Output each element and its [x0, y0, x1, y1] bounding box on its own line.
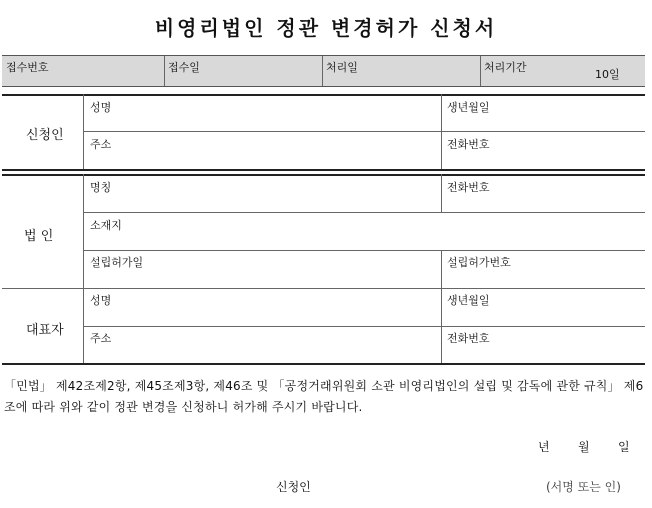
receipt-bar [2, 55, 645, 87]
date-month[interactable]: 월 [578, 440, 590, 454]
signature-label: 신청인 [276, 480, 311, 494]
corporation-location-field[interactable]: 소재지 [90, 219, 122, 232]
representative-address-field[interactable]: 주소 [90, 332, 112, 345]
divider [83, 326, 645, 327]
section-border [2, 363, 645, 365]
section-border [2, 94, 645, 96]
corporation-section-label: 법 인 [24, 229, 54, 244]
application-statement: 「민법」 제42조제2항, 제45조제3항, 제46조 및 「공정거래위원회 소관 비영리법인의 설립 및 감독에 관한 규칙」 제6조에 따라 위와 같이 정관 변경을 신청하니 허가해 주시기 바랍니다. [4, 379, 644, 414]
signature-note[interactable]: (서명 또는 인) [546, 480, 621, 494]
representative-name-field[interactable]: 성명 [90, 294, 112, 307]
permit-number-field[interactable]: 설립허가번호 [447, 256, 511, 269]
applicant-name-field[interactable]: 성명 [90, 101, 112, 114]
corporation-name-field[interactable]: 명칭 [90, 181, 112, 194]
process-period-label: 처리기간 [484, 61, 527, 74]
representative-section-label: 대표자 [26, 323, 64, 338]
divider [83, 212, 645, 213]
process-period-value: 10일 [595, 68, 620, 81]
divider [441, 174, 442, 212]
divider [441, 250, 442, 288]
applicant-phone-field[interactable]: 전화번호 [447, 138, 490, 151]
process-date-label: 처리일 [326, 61, 358, 74]
applicant-address-field[interactable]: 주소 [90, 138, 112, 151]
process-date-cell[interactable] [322, 56, 480, 86]
section-border [2, 174, 645, 176]
process-period-cell[interactable] [480, 56, 645, 86]
receipt-date-cell[interactable] [164, 56, 322, 86]
section-border [2, 169, 645, 171]
divider [83, 131, 645, 132]
receipt-number-label: 접수번호 [6, 61, 49, 74]
divider [2, 288, 645, 289]
receipt-date-label: 접수일 [168, 61, 200, 74]
date-day[interactable]: 일 [618, 440, 630, 454]
divider [83, 174, 84, 364]
corporation-phone-field[interactable]: 전화번호 [447, 181, 490, 194]
date-year[interactable]: 년 [538, 440, 550, 454]
permit-date-field[interactable]: 설립허가일 [90, 256, 144, 269]
applicant-birth-field[interactable]: 생년월일 [447, 101, 490, 114]
applicant-section-label: 신청인 [26, 128, 64, 143]
representative-birth-field[interactable]: 생년월일 [447, 294, 490, 307]
form-title: 비영리법인 정관 변경허가 신청서 [154, 16, 498, 40]
divider [83, 250, 645, 251]
receipt-number-cell[interactable] [2, 56, 162, 86]
representative-phone-field[interactable]: 전화번호 [447, 332, 490, 345]
